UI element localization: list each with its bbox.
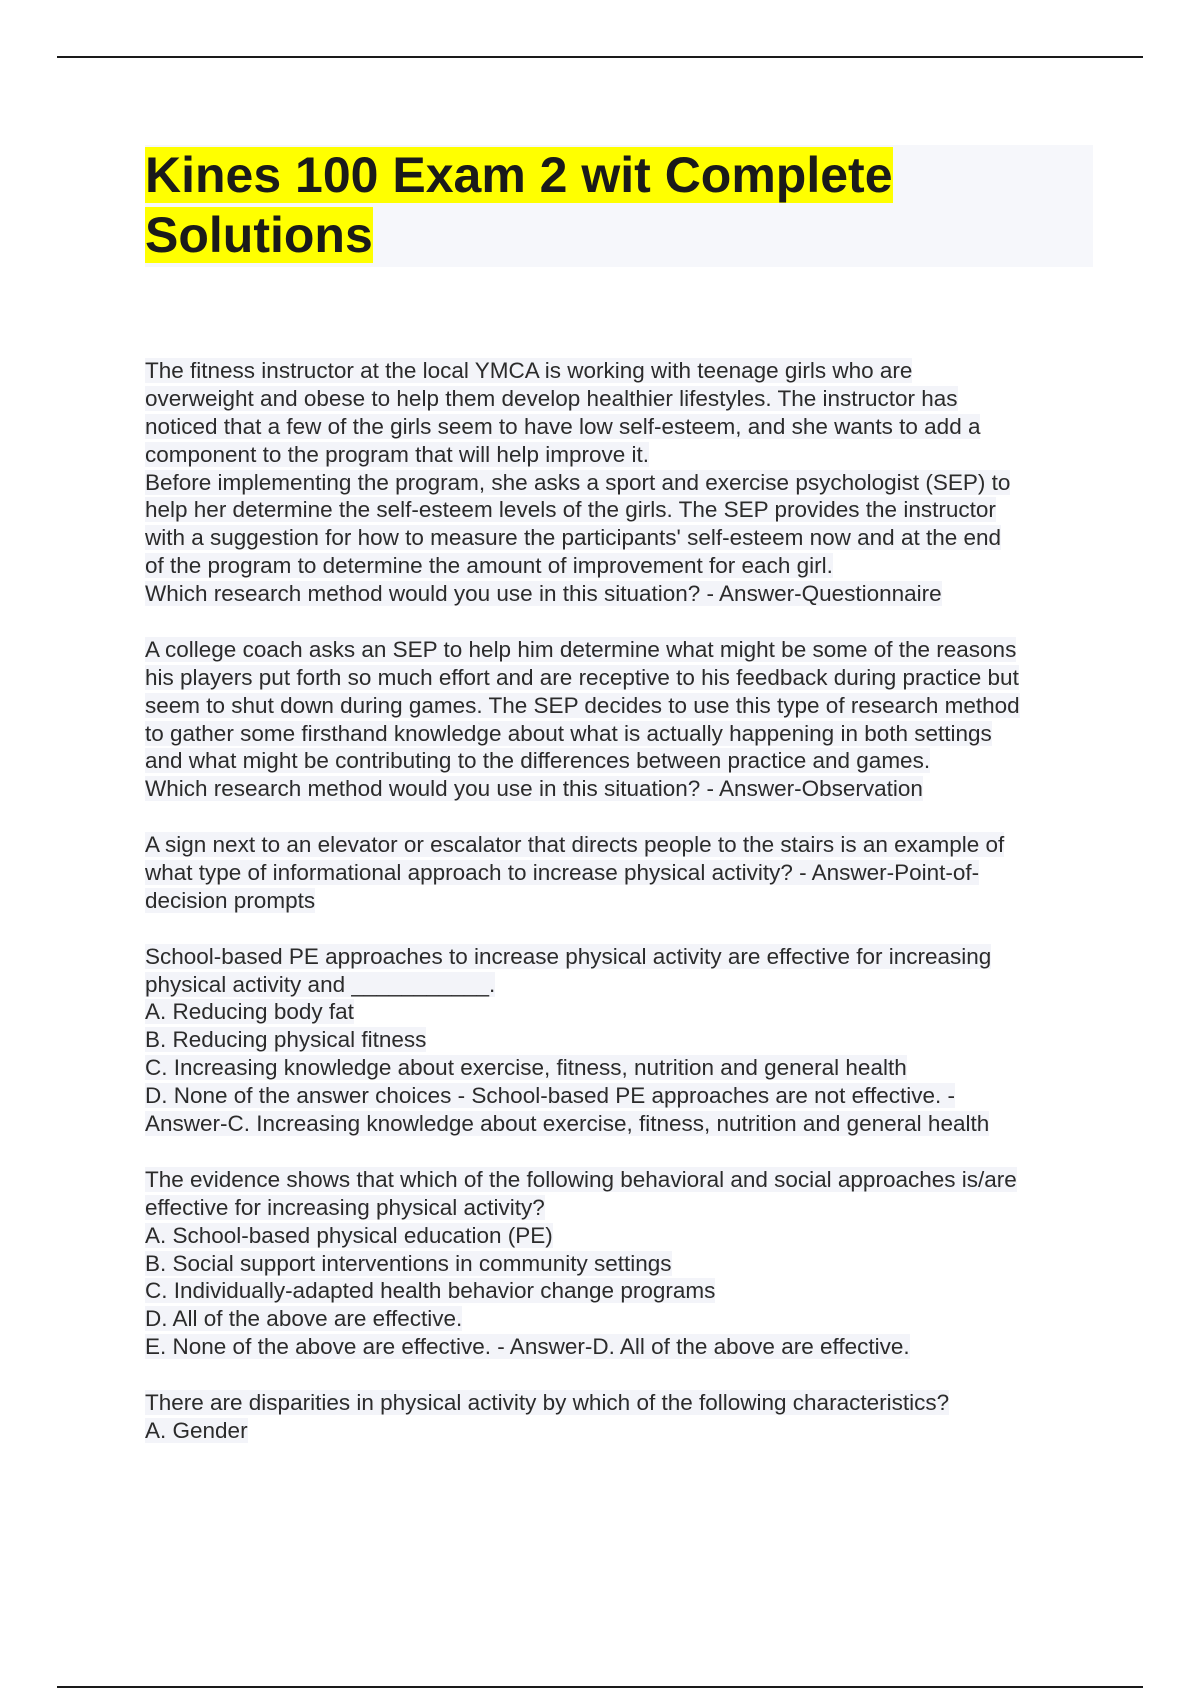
text-line: decision prompts [145, 887, 316, 913]
text-line: C. Individually-adapted health behavior change programs [145, 1278, 716, 1304]
question-block [145, 1389, 1095, 1445]
block-gap [145, 803, 1095, 831]
text-line: Answer-C. Increasing knowledge about exercise, fitness, nutrition and general health [145, 1111, 990, 1137]
text-line: with a suggestion for how to measure the participants' self-esteem now and at the end [145, 525, 1002, 551]
question-block [145, 357, 1095, 608]
bottom-rule [57, 1686, 1143, 1688]
text-line: to gather some firsthand knowledge about what is actually happening in both settings [145, 720, 992, 746]
text-line: A college coach asks an SEP to help him determine what might be some of the reasons [145, 636, 1017, 662]
text-line: E. None of the above are effective. - Answer-D. All of the above are effective. [145, 1334, 910, 1360]
top-rule [57, 56, 1143, 58]
text-line: his players put forth so much effort and are receptive to his feedback during practice but [145, 664, 1019, 690]
text-line: There are disparities in physical activity by which of the following characteristics? [145, 1389, 950, 1415]
text-line: A. Reducing body fat [145, 999, 354, 1025]
text-line: component to the program that will help improve it. [145, 441, 649, 467]
text-line: effective for increasing physical activity? [145, 1194, 545, 1220]
document-body [145, 357, 1095, 1445]
text-line: D. None of the answer choices - School-based PE approaches are not effective. - [145, 1083, 956, 1109]
block-gap [145, 1138, 1095, 1166]
title-line: Kines 100 Exam 2 wit Complete [145, 147, 893, 203]
text-line: B. Reducing physical fitness [145, 1027, 427, 1053]
text-line: and what might be contributing to the differences between practice and games. [145, 748, 931, 774]
page-title [145, 145, 1093, 265]
question-block [145, 831, 1095, 915]
text-line: A sign next to an elevator or escalator that directs people to the stairs is an example of [145, 832, 1005, 858]
text-line: Before implementing the program, she asks a sport and exercise psychologist (SEP) to [145, 469, 1011, 495]
question-block [145, 1166, 1095, 1361]
text-line: what type of informational approach to increase physical activity? - Answer-Point-of- [145, 860, 980, 886]
text-line: C. Increasing knowledge about exercise, fitness, nutrition and general health [145, 1055, 907, 1081]
question-block [145, 636, 1095, 803]
title-block [145, 145, 1093, 267]
text-line: physical activity and ___________. [145, 971, 496, 997]
text-line: A. Gender [145, 1417, 248, 1443]
text-line: help her determine the self-esteem levels of the girls. The SEP provides the instructor [145, 497, 996, 523]
text-line: D. All of the above are effective. [145, 1306, 463, 1332]
text-line: A. School-based physical education (PE) [145, 1222, 553, 1248]
text-line: noticed that a few of the girls seem to have low self-esteem, and she wants to add a [145, 413, 981, 439]
text-line: overweight and obese to help them develop healthier lifestyles. The instructor has [145, 385, 958, 411]
block-gap [145, 608, 1095, 636]
text-line: Which research method would you use in this situation? - Answer-Questionnaire [145, 581, 942, 607]
text-line: The evidence shows that which of the following behavioral and social approaches is/are [145, 1166, 1017, 1192]
title-line: Solutions [145, 207, 373, 263]
text-line: The fitness instructor at the local YMCA is working with teenage girls who are [145, 358, 913, 383]
text-line: School-based PE approaches to increase physical activity are effective for increasing [145, 943, 992, 969]
text-line: B. Social support interventions in community settings [145, 1250, 672, 1276]
block-gap [145, 915, 1095, 943]
text-line: seem to shut down during games. The SEP decides to use this type of research method [145, 692, 1020, 718]
text-line: of the program to determine the amount of improvement for each girl. [145, 553, 833, 579]
text-line: Which research method would you use in this situation? - Answer-Observation [145, 776, 923, 802]
question-block [145, 943, 1095, 1138]
block-gap [145, 1361, 1095, 1389]
